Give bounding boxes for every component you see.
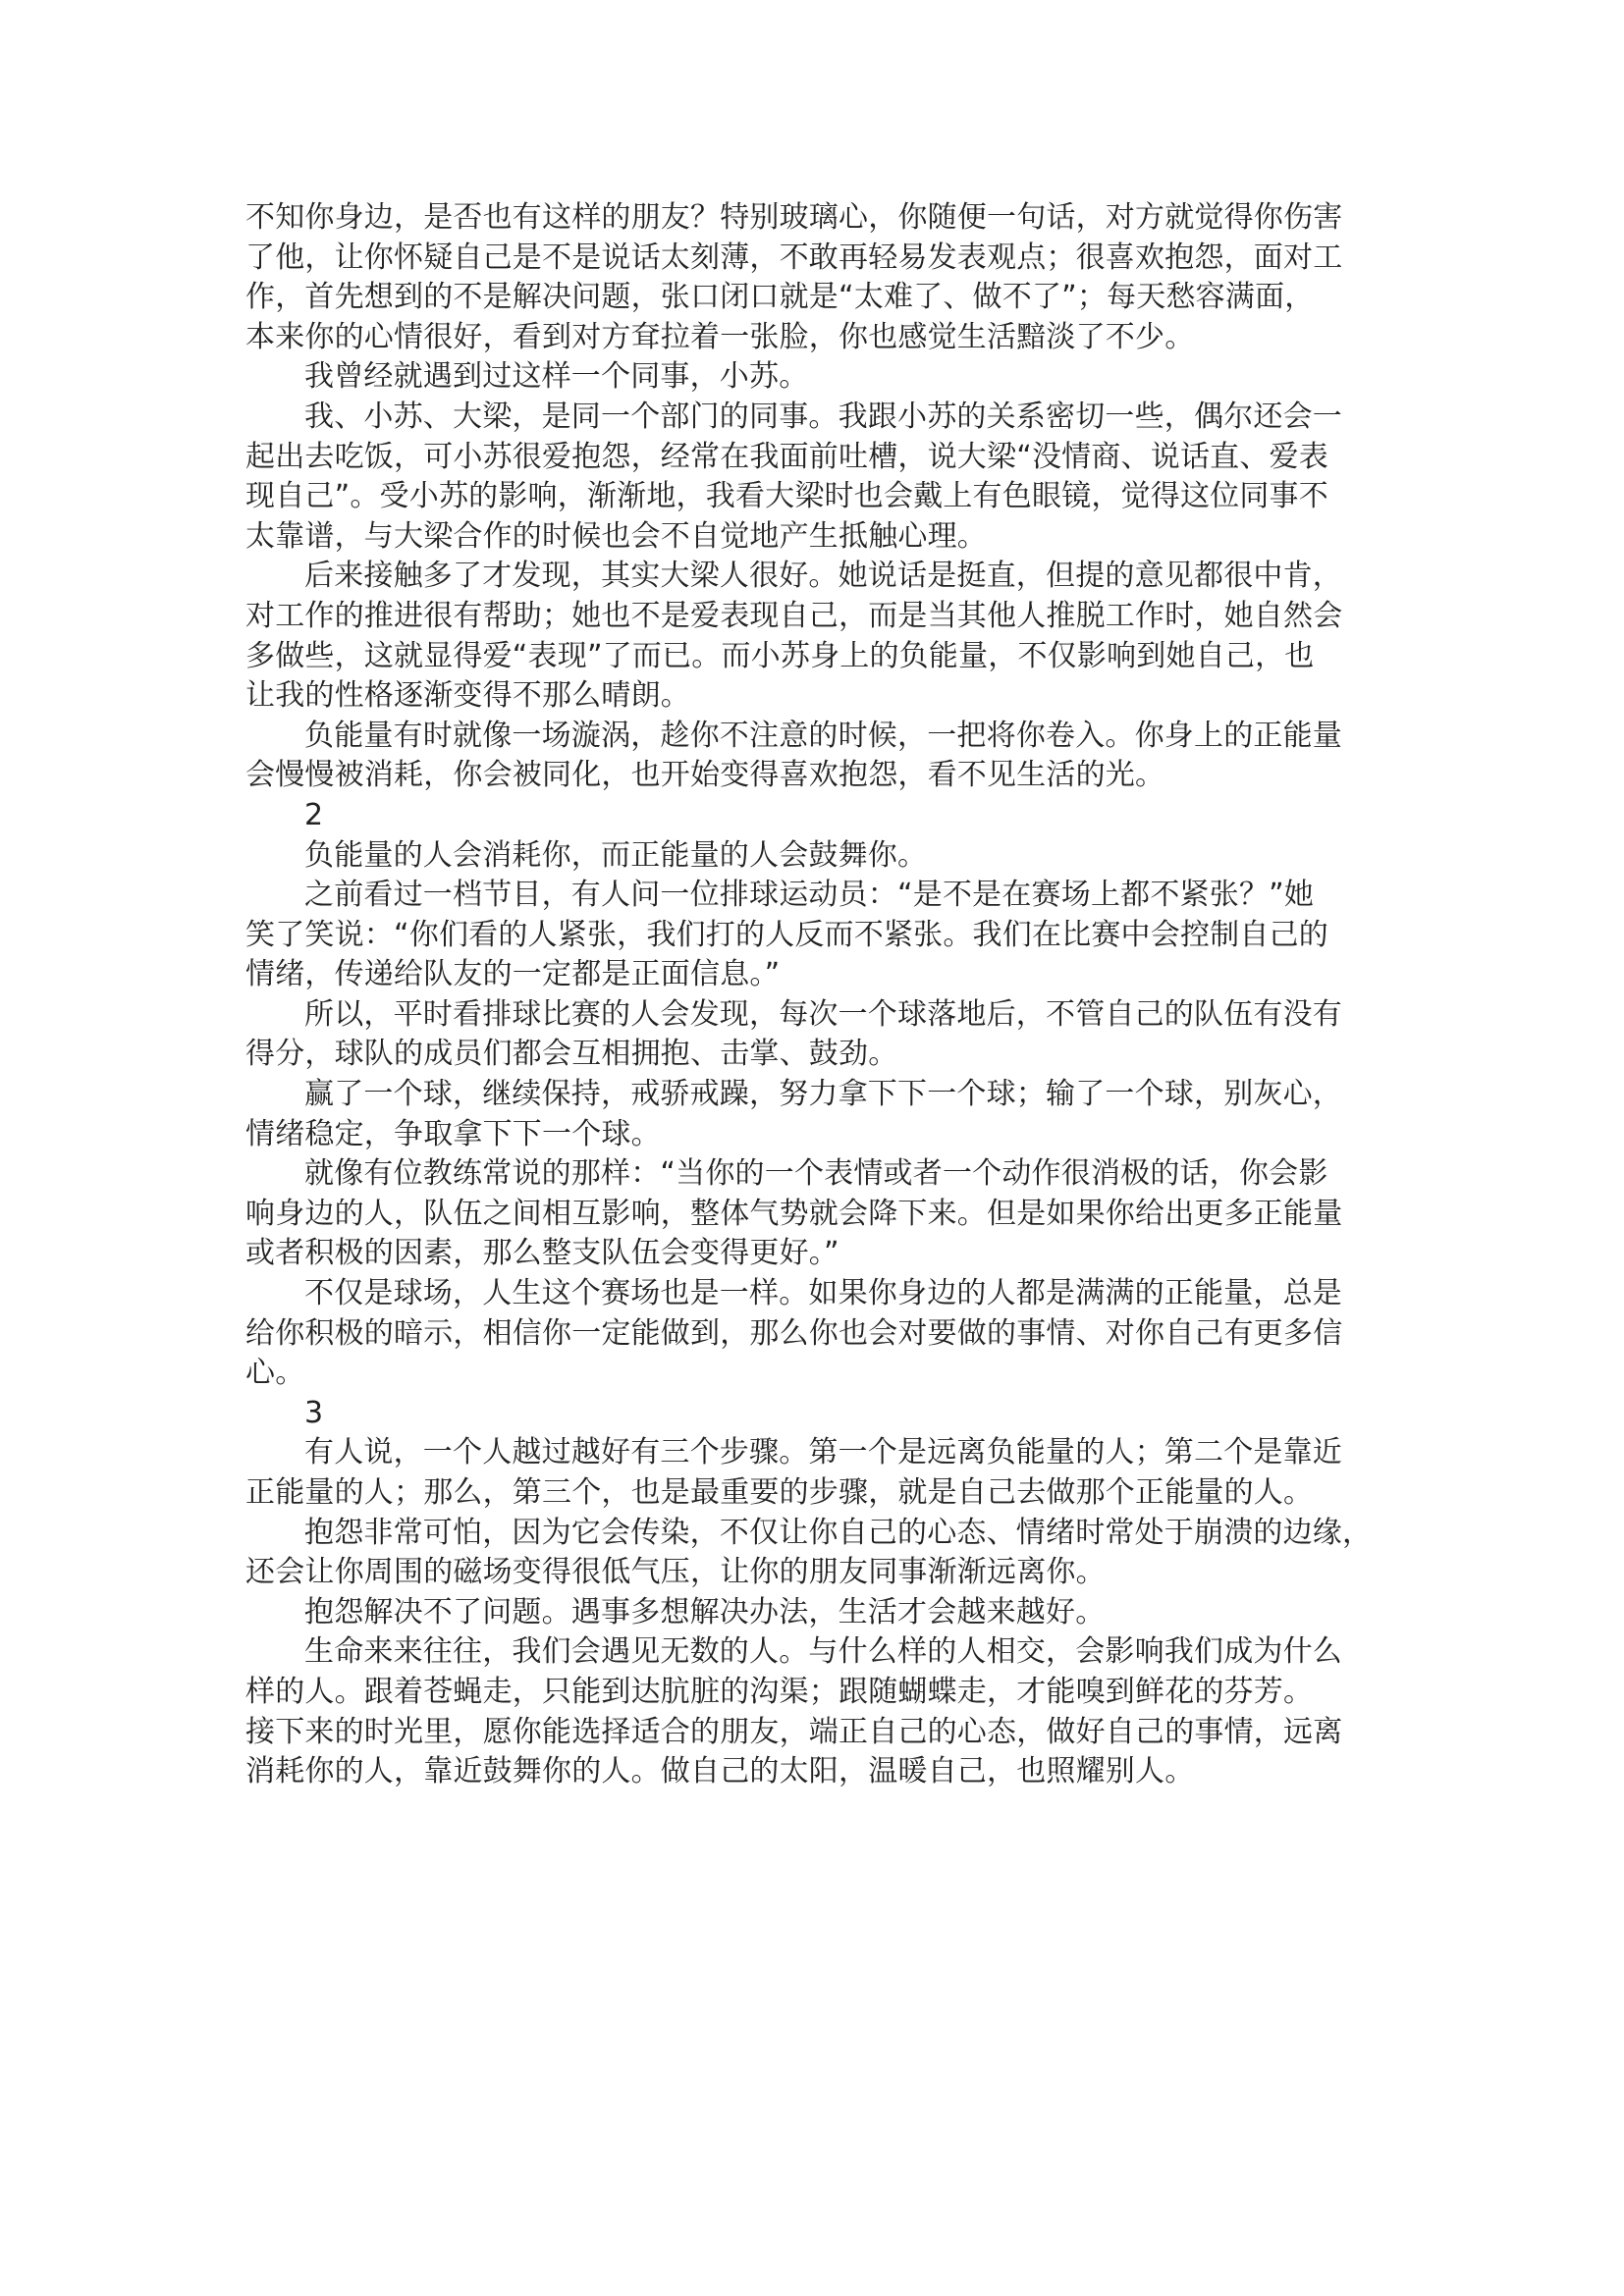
text-line: 现自己”。受小苏的影响，渐渐地，我看大梁时也会戴上有色眼镜，觉得这位同事不 [245,479,1328,514]
paragraph [245,1394,1384,1434]
text-line: 多做些，这就显得爱“表现”了而已。而小苏身上的负能量，不仅影响到她自己，也 [245,638,1315,673]
text-line: 生命来来往往，我们会遇见无数的人。与什么样的人相交，会影响我们成为什么 [304,1634,1342,1670]
text-line: 赢了一个球，继续保持，戒骄戒躁，努力拿下下一个球；输了一个球，别灰心， [304,1077,1342,1112]
paragraph [245,1433,1384,1513]
paragraph [245,1632,1384,1712]
text-line: 笑了笑说：“你们看的人紧张，我们打的人反而不紧张。我们在比赛中会控制自己的 [245,917,1328,952]
paragraph [245,198,1384,357]
text-line: 之前看过一档节目，有人问一位排球运动员：“是不是在赛场上都不紧张？”她 [304,878,1315,913]
text-line: 消耗你的人，靠近鼓舞你的人。做自己的太阳，温暖自己，也照耀别人。 [245,1754,1195,1789]
paragraph [245,398,1384,557]
paragraph [245,357,1384,398]
paragraph [245,717,1384,796]
text-line: 或者积极的因素，那么整支队伍会变得更好。” [245,1236,839,1271]
paragraph [245,1154,1384,1274]
text-line: 我、小苏、大梁，是同一个部门的同事。我跟小苏的关系密切一些，偶尔还会一 [304,399,1342,434]
text-line: 正能量的人；那么，第三个，也是最重要的步骤，就是自己去做那个正能量的人。 [245,1475,1314,1510]
text-line: 不知你身边，是否也有这样的朋友？特别玻璃心，你随便一句话，对方就觉得你伤害 [245,200,1343,235]
paragraph [245,1075,1384,1154]
paragraph [245,836,1384,877]
text-line: 有人说，一个人越过越好有三个步骤。第一个是远离负能量的人；第二个是靠近 [304,1435,1342,1470]
text-line: 对工作的推进很有帮助；她也不是爱表现自己，而是当其他人推脱工作时，她自然会 [245,598,1343,633]
text-line: 情绪稳定，争取拿下下一个球。 [245,1116,661,1151]
text-line: 太靠谱，与大梁合作的时候也会不自觉地产生抵触心理。 [245,518,987,554]
text-line: 会慢慢被消耗，你会被同化，也开始变得喜欢抱怨，看不见生活的光。 [245,758,1165,793]
paragraph [245,1593,1384,1633]
text-line: 了他，让你怀疑自己是不是说话太刻薄，不敢再轻易发表观点；很喜欢抱怨，面对工 [245,240,1343,275]
text-line: 情绪，传递给队友的一定都是正面信息。” [245,957,781,992]
text-line: 2 [304,797,324,832]
text-line: 我曾经就遇到过这样一个同事，小苏。 [304,359,809,395]
text-line: 抱怨非常可怕，因为它会传染，不仅让你自己的心态、情绪时常处于崩溃的边缘， [304,1515,1373,1550]
text-line: 抱怨解决不了问题。遇事多想解决办法，生活才会越来越好。 [304,1594,1106,1629]
paragraph [245,1274,1384,1394]
text-line: 后来接触多了才发现，其实大梁人很好。她说话是挺直，但提的意见都很中肯， [304,559,1342,594]
paragraph [245,1514,1384,1593]
paragraph [245,796,1384,836]
text-line: 得分，球队的成员们都会互相拥抱、击掌、鼓劲。 [245,1037,898,1072]
text-line: 响身边的人，队伍之间相互影响，整体气势就会降下来。但是如果你给出更多正能量 [245,1196,1343,1231]
paragraph [245,557,1384,716]
text-line: 所以，平时看排球比赛的人会发现，每次一个球落地后，不管自己的队伍有没有 [304,996,1342,1032]
paragraph [245,876,1384,995]
text-line: 3 [304,1395,324,1430]
text-line: 就像有位教练常说的那样：“当你的一个表情或者一个动作很消极的话，你会影 [304,1156,1328,1192]
text-line: 起出去吃饭，可小苏很爱抱怨，经常在我面前吐槽，说大梁“没情商、说话直、爱表 [245,439,1328,474]
paragraph [245,1713,1384,1792]
paragraph [245,995,1384,1075]
text-line: 负能量有时就像一场漩涡，趁你不注意的时候，一把将你卷入。你身上的正能量 [304,718,1342,753]
text-line: 作，首先想到的不是解决问题，张口闭口就是“太难了、做不了”；每天愁容满面， [245,280,1315,315]
text-line: 负能量的人会消耗你，而正能量的人会鼓舞你。 [304,837,928,873]
text-line: 样的人。跟着苍蝇走，只能到达肮脏的沟渠；跟随蝴蝶走，才能嗅到鲜花的芬芳。 [245,1674,1314,1709]
document-body [245,198,1384,1792]
text-line: 给你积极的暗示，相信你一定能做到，那么你也会对要做的事情、对你自己有更多信 [245,1315,1343,1351]
text-line: 不仅是球场，人生这个赛场也是一样。如果你身边的人都是满满的正能量，总是 [304,1276,1342,1311]
text-line: 接下来的时光里，愿你能选择适合的朋友，端正自己的心态，做好自己的事情，远离 [245,1714,1343,1749]
text-line: 还会让你周围的磁场变得很低气压，让你的朋友同事渐渐远离你。 [245,1555,1106,1590]
text-line: 心。 [245,1356,305,1391]
text-line: 本来你的心情很好，看到对方耷拉着一张脸，你也感觉生活黯淡了不少。 [245,319,1195,354]
text-line: 让我的性格逐渐变得不那么晴朗。 [245,678,690,714]
